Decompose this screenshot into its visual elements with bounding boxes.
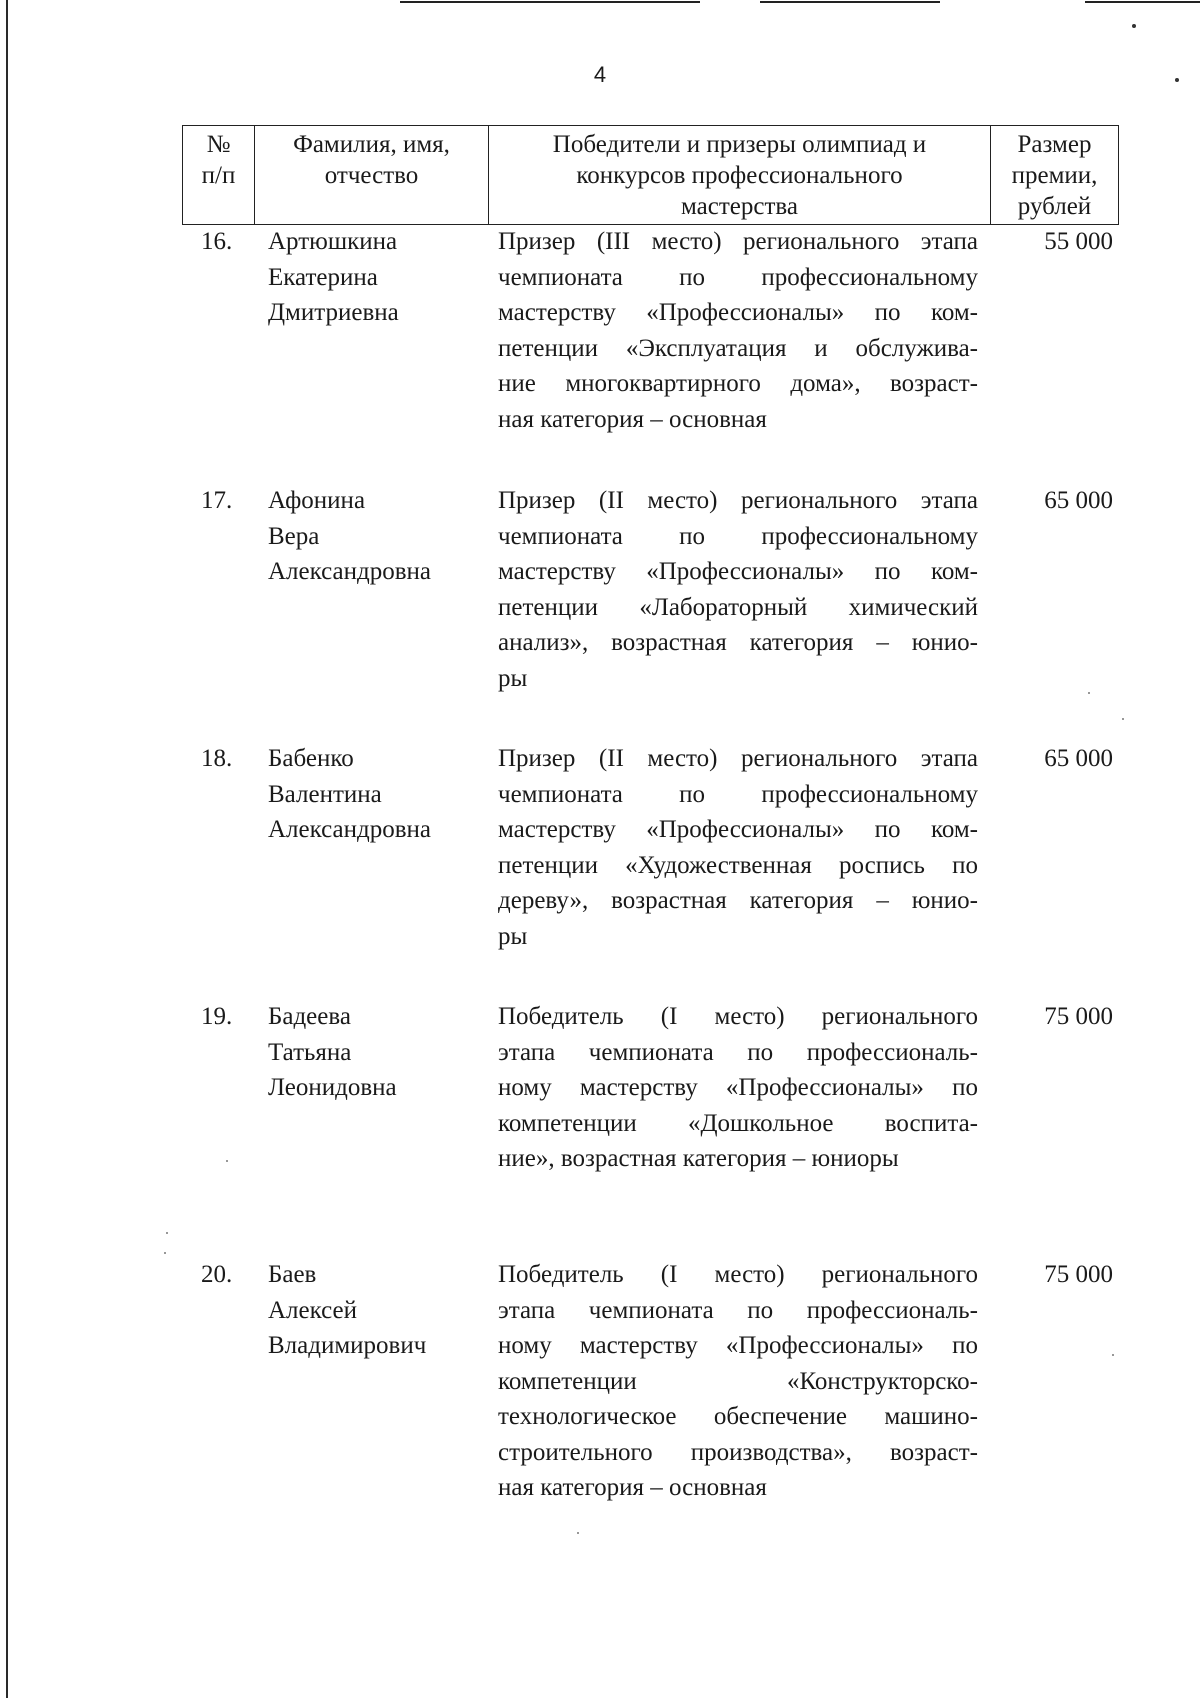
row-amount: 75 000 (1044, 1261, 1113, 1288)
table-header (182, 125, 1119, 225)
row-number: 17. (201, 487, 233, 514)
scan-speck (226, 1160, 228, 1162)
row-description: Победитель (I место) регионального этапа чемпионата по профессиональ- ному мастерству «Профессионалы» по компетенции «Дошкольное воспита- ние», возрастная категория – юниоры (498, 1003, 978, 1172)
row-name: Баев Алексей Владимирович (268, 1261, 427, 1359)
header-cell-number: № п/п (183, 126, 255, 224)
row-number: 16. (201, 228, 233, 255)
row-amount: 75 000 (1044, 1003, 1113, 1030)
row-description: Призер (II место) регионального этапа чемпионата по профессиональному мастерству «Профессионалы» по ком- петенции «Художественная роспись по дереву», возрастная категория – юнио- ры (498, 745, 978, 950)
scan-speck (577, 1532, 579, 1534)
header-cell-name: Фамилия, имя, отчество (255, 126, 489, 224)
row-name: Бадеева Татьяна Леонидовна (268, 1003, 397, 1101)
row-amount: 65 000 (1044, 487, 1113, 514)
row-description: Призер (II место) регионального этапа чемпионата по профессиональному мастерству «Профессионалы» по ком- петенции «Лабораторный химический анализ», возрастная категория – юнио- ры (498, 487, 978, 692)
row-number: 19. (201, 1003, 233, 1030)
row-number: 18. (201, 745, 233, 772)
row-description: Победитель (I место) регионального этапа чемпионата по профессиональ- ному мастерству «Профессионалы» по компетенции «Конструкторско- технологическое обеспечение машино- строительного производства», возраст- ная категория – основная (498, 1261, 978, 1501)
row-description: Призер (III место) регионального этапа чемпионата по профессиональному мастерству «Профессионалы» по ком- петенции «Эксплуатация и обслужива- ние многоквартирного дома», возраст- ная категория – основная (498, 228, 978, 433)
row-amount: 55 000 (1044, 228, 1113, 255)
top-rule (760, 1, 940, 3)
row-name: Артюшкина Екатерина Дмитриевна (268, 228, 399, 326)
row-amount: 65 000 (1044, 745, 1113, 772)
scan-speck (1088, 692, 1090, 694)
top-rule (1085, 1, 1200, 3)
scan-edge-line (6, 0, 8, 1698)
scan-speck (164, 1252, 166, 1254)
scan-speck (1122, 718, 1124, 720)
scan-speck (1112, 1354, 1114, 1356)
top-rule (400, 1, 700, 3)
page-number: 4 (593, 62, 607, 87)
row-name: Афонина Вера Александровна (268, 487, 432, 585)
scan-speck (166, 1232, 168, 1234)
row-number: 20. (201, 1261, 233, 1288)
header-cell-achievement: Победители и призеры олимпиад и конкурсов профессионального мастерства (489, 126, 991, 224)
scan-speck (1132, 24, 1136, 28)
header-cell-amount: Размер премии, рублей (1011, 131, 1098, 220)
row-name: Бабенко Валентина Александровна (268, 745, 432, 843)
